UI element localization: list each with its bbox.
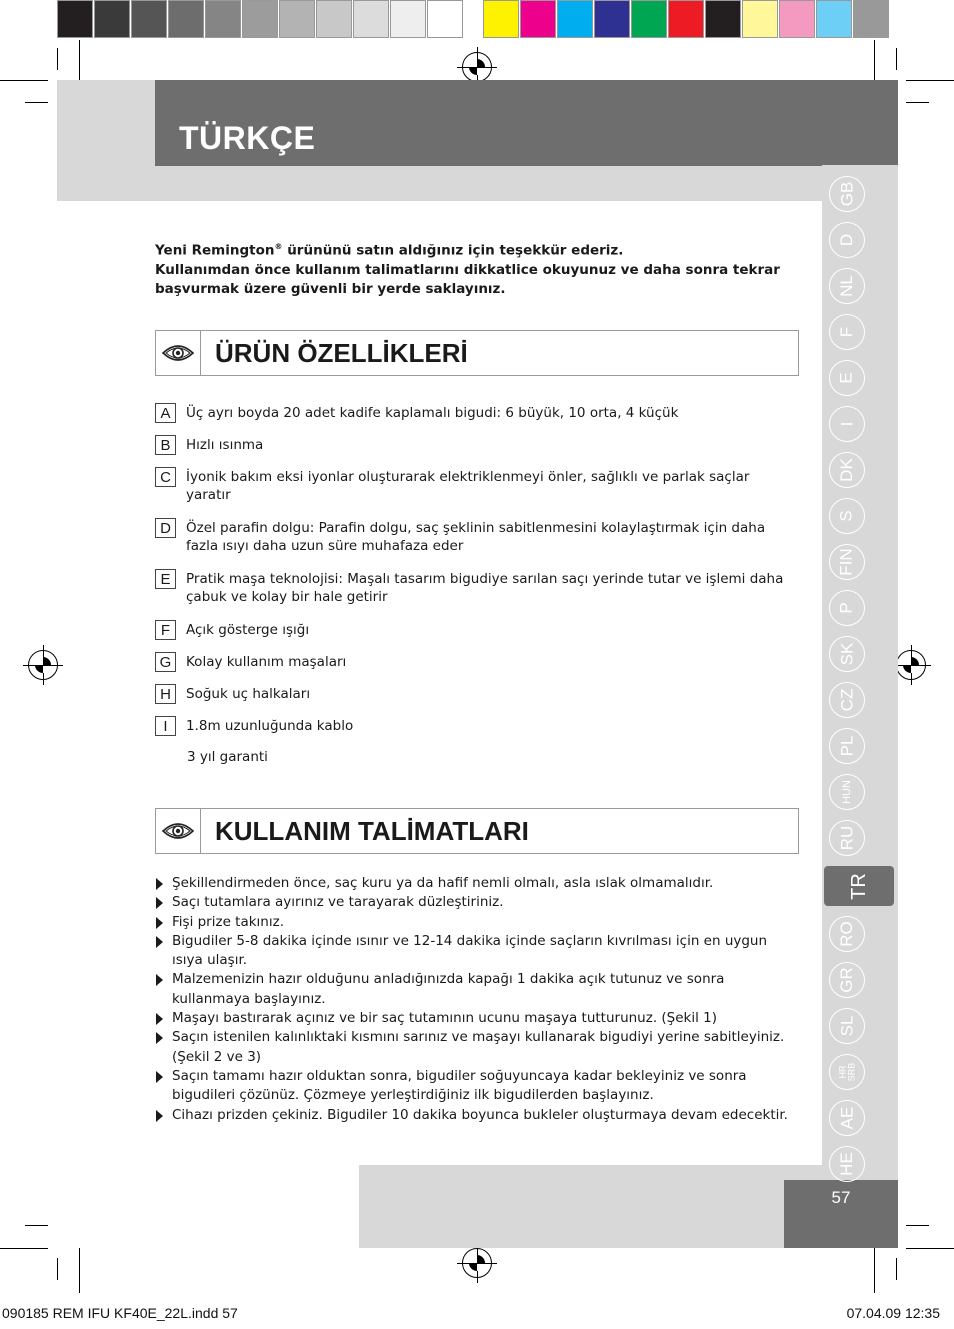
language-tab-label: GR: [837, 967, 856, 993]
color-bar-grey: [57, 0, 464, 38]
eye-icon: [156, 331, 201, 375]
crop-mark: [874, 40, 875, 81]
feature-item: [155, 569, 795, 606]
instruction-item: Saçın tamamı hazır olduktan sonra, bigudiler soğuyuncaya kadar bekleyiniz ve sonra bigudileri çözünüz. Çözmeye yerleştirdiğiniz ilk bigudilerden başlayınız.: [155, 1067, 795, 1106]
language-tab-i[interactable]: [829, 406, 865, 442]
slug-file: 090185 REM IFU KF40E_22L.indd 57: [2, 1305, 238, 1321]
color-swatch: [57, 0, 93, 38]
language-tab-label: AE: [837, 1106, 856, 1130]
feature-text: Soğuk uç halkaları: [186, 686, 311, 702]
instruction-item: Maşayı bastırarak açınız ve bir saç tutamının ucunu maşaya tutturunuz. (Şekil 1): [155, 1009, 795, 1028]
language-tab-label: I: [836, 421, 856, 427]
color-swatch: [779, 0, 815, 38]
crop-mark: [0, 80, 48, 81]
instructions-header: [155, 808, 799, 854]
feature-letter: H: [155, 684, 176, 704]
feature-letter: A: [155, 403, 176, 423]
feature-text: 1.8m uzunluğunda kablo: [186, 718, 354, 734]
language-tab-gr[interactable]: [829, 962, 865, 998]
feature-item: [155, 435, 795, 455]
features-title: ÜRÜN ÖZELLİKLERİ: [215, 337, 468, 368]
feature-text: Üç ayrı boyda 20 adet kadife kaplamalı bigudi: 6 büyük, 10 orta, 4 küçük: [186, 405, 679, 421]
language-tab-he[interactable]: [829, 1146, 865, 1182]
crop-mark: [896, 48, 897, 70]
instruction-item: Fişi prize takınız.: [155, 913, 795, 932]
language-tab-p[interactable]: [829, 590, 865, 626]
color-swatch: [94, 0, 130, 38]
language-tab-label: RU: [837, 825, 856, 851]
language-tab-hr-srb[interactable]: [829, 1054, 865, 1090]
color-swatch: [353, 0, 389, 38]
color-swatch: [557, 0, 593, 38]
crop-mark: [25, 1225, 48, 1226]
crop-mark: [25, 102, 48, 103]
language-tab-ru[interactable]: [829, 820, 865, 856]
crop-mark: [79, 1248, 80, 1293]
language-tabs: [826, 176, 868, 1192]
feature-text: Kolay kullanım maşaları: [186, 654, 347, 670]
language-tab-label: GB: [837, 181, 856, 207]
slug-date: 07.04.09 12:35: [846, 1305, 940, 1321]
feature-letter: E: [155, 569, 176, 589]
language-tab-dk[interactable]: [829, 452, 865, 488]
language-tab-pl[interactable]: [829, 728, 865, 764]
language-tab-label: TR: [847, 872, 870, 900]
crop-mark: [906, 1225, 929, 1226]
color-swatch: [316, 0, 352, 38]
feature-item: [155, 620, 795, 640]
language-tab-ro[interactable]: [829, 916, 865, 952]
instruction-item: Saçı tutamlara ayırınız ve tarayarak düzleştiriniz.: [155, 893, 795, 912]
crop-mark: [896, 1258, 897, 1280]
language-tab-label: HE: [837, 1152, 856, 1176]
feature-item: [155, 518, 795, 555]
language-tab-hun[interactable]: [829, 774, 865, 810]
color-swatch: [242, 0, 278, 38]
feature-text: Özel parafin dolgu: Parafin dolgu, saç şeklinin sabitlenmesini kolaylaştırmak için daha fazla ısıyı daha uzun süre muhafaza eder: [186, 520, 766, 554]
language-tab-gb[interactable]: [829, 176, 865, 212]
language-tab-label: PL: [836, 735, 856, 757]
language-tab-label: D: [837, 233, 856, 247]
language-tab-f[interactable]: [829, 314, 865, 350]
language-tab-label: HR SRB: [836, 1062, 856, 1082]
language-tab-label: E: [837, 372, 856, 384]
feature-text: İyonik bakım eksi iyonlar oluşturarak elektriklenmeyi önler, sağlıklı ve parlak saçlar yaratır: [186, 469, 750, 503]
registration-mark: [896, 650, 926, 680]
feature-letter: F: [155, 620, 176, 640]
color-swatch: [594, 0, 630, 38]
language-tab-ae[interactable]: [829, 1100, 865, 1136]
language-tab-label: SK: [837, 642, 856, 666]
crop-mark: [57, 1258, 58, 1280]
instructions-list: [155, 874, 795, 1125]
feature-text: Pratik maşa teknolojisi: Maşalı tasarım bigudiye sarılan saçı yerinde tutar ve işlemi daha çabuk ve kolay bir hale getirir: [186, 571, 784, 605]
registration-mark: [462, 52, 492, 82]
language-tab-sl[interactable]: [829, 1008, 865, 1044]
crop-mark: [57, 48, 58, 70]
feature-item: [155, 403, 795, 423]
feature-letter: I: [155, 716, 176, 736]
crop-mark: [0, 1248, 48, 1249]
feature-letter: D: [155, 518, 176, 538]
color-swatch: [205, 0, 241, 38]
intro-instruction: Kullanımdan önce kullanım talimatlarını dikkatlice okuyunuz ve daha sonra tekrar başvurmak üzere güvenli bir yerde saklayınız.: [155, 261, 780, 297]
eye-icon: [156, 809, 201, 853]
color-swatch: [853, 0, 889, 38]
language-tab-nl[interactable]: [829, 268, 865, 304]
language-tab-label: SL: [836, 1015, 856, 1037]
instruction-item: Saçın istenilen kalınlıktaki kısmını sarınız ve maşayı kullanarak bigudiyi yerine sabitleyiniz. (Şekil 2 ve 3): [155, 1028, 795, 1067]
color-swatch: [705, 0, 741, 38]
language-tab-tr[interactable]: [824, 866, 894, 906]
color-swatch: [520, 0, 556, 38]
page-number: 57: [784, 1180, 898, 1248]
feature-item: [155, 684, 795, 704]
guarantee-text: 3 yıl garanti: [187, 749, 268, 765]
color-swatch: [816, 0, 852, 38]
language-tab-label: RO: [837, 921, 856, 947]
language-tab-label: DK: [837, 458, 856, 482]
intro-thanks: ürününü satın aldığınız için teşekkür ederiz.: [282, 242, 624, 259]
color-swatch: [742, 0, 778, 38]
feature-letter: G: [155, 652, 176, 672]
language-tab-label: FIN: [836, 548, 856, 576]
color-swatch: [131, 0, 167, 38]
feature-letter: B: [155, 435, 176, 455]
color-swatch: [483, 0, 519, 38]
language-tab-d[interactable]: [829, 222, 865, 258]
registration-mark: [28, 650, 58, 680]
instructions-title: KULLANIM TALİMATLARI: [215, 815, 529, 846]
title-bar: [155, 80, 898, 166]
crop-mark: [79, 40, 80, 81]
crop-mark: [906, 80, 954, 81]
language-tab-s[interactable]: [829, 498, 865, 534]
language-tab-label: HUN: [841, 780, 853, 804]
instruction-item: Malzemenizin hazır olduğunu anladığınızda kapağı 1 dakika açık tutunuz ve sonra kullanmaya başlayınız.: [155, 970, 795, 1009]
color-bar-process: [483, 0, 890, 38]
features-header: [155, 330, 799, 376]
registered-mark: ®: [274, 242, 283, 251]
crop-mark: [906, 1248, 954, 1249]
instruction-item: Bigudiler 5-8 dakika içinde ısınır ve 12-14 dakika içinde saçların kıvrılması için en uygun ısıya ulaşır.: [155, 932, 795, 971]
crop-mark: [874, 1248, 875, 1293]
feature-item: [155, 652, 795, 672]
language-tab-label: NL: [836, 275, 856, 297]
color-swatch: [390, 0, 426, 38]
intro-brand: Yeni Remington: [155, 242, 275, 259]
color-swatch: [427, 0, 463, 38]
language-tab-label: F: [836, 326, 856, 338]
feature-text: Hızlı ısınma: [186, 437, 264, 453]
instruction-item: Cihazı prizden çekiniz. Bigudiler 10 dakika boyunca bukleler oluşturmaya devam edecektir.: [155, 1106, 795, 1125]
feature-item: [155, 467, 795, 504]
language-tab-sk[interactable]: [829, 636, 865, 672]
color-swatch: [668, 0, 704, 38]
language-tab-label: S: [837, 510, 856, 522]
intro-text: [155, 237, 795, 299]
registration-mark: [462, 1248, 492, 1278]
crop-mark: [906, 102, 929, 103]
feature-text: Açık gösterge ışığı: [186, 622, 310, 638]
page-title: TÜRKÇE: [179, 120, 316, 156]
color-swatch: [279, 0, 315, 38]
instruction-item: Şekillendirmeden önce, saç kuru ya da hafif nemli olmalı, asla ıslak olmamalıdır.: [155, 874, 795, 893]
color-swatch: [168, 0, 204, 38]
language-tab-fin[interactable]: [829, 544, 865, 580]
language-tab-cz[interactable]: [829, 682, 865, 718]
feature-letter: C: [155, 467, 176, 487]
language-tab-e[interactable]: [829, 360, 865, 396]
feature-item: [155, 716, 795, 736]
color-swatch: [631, 0, 667, 38]
language-tab-label: P: [837, 602, 856, 614]
language-tab-label: CZ: [836, 688, 856, 712]
